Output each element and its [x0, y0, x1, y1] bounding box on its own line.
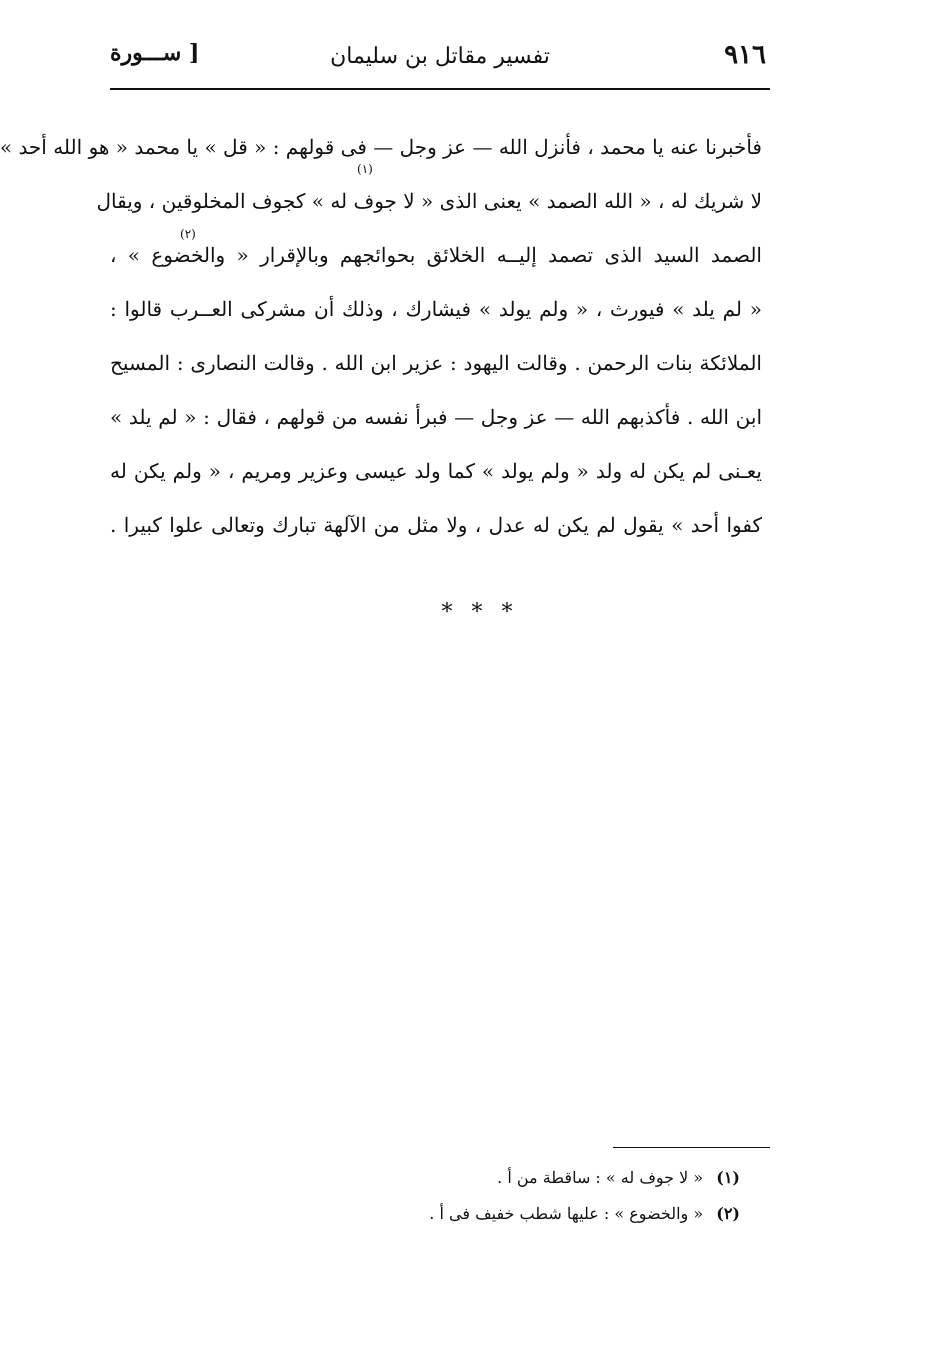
footnote-number: (٢) [716, 1204, 740, 1223]
footnote-number: (١) [716, 1168, 740, 1187]
text-line-6: ابن الله . فأكذبهم الله — عز وجل — فبرأ نفسه من قولهم ، فقال : « لم يلد » [110, 405, 762, 429]
body-text [0, 120, 762, 552]
running-title: تفسير مقاتل بن سليمان [330, 44, 550, 69]
header-rule [110, 88, 770, 90]
text-line-8: كفوا أحد » يقول لم يكن له عدل ، ولا مثل من الآلهة تبارك وتعالى علوا كبيرا . [110, 513, 762, 537]
footnote-1 [310, 1160, 740, 1196]
text-line-5: الملائكة بنات الرحمن . وقالت اليهود : عزير ابن الله . وقالت النصارى : المسيح [110, 351, 762, 375]
text-line-3: الصمد السيد الذى تصمد إليــه الخلائق بحوائجهم وبالإقرار « والخضوع » ، [110, 243, 762, 267]
footnotes [310, 1160, 740, 1232]
footnote-marker-1: (١) [357, 162, 373, 176]
text-line-4: « لم يلد » فيورث ، « ولم يولد » فيشارك ، وذلك أن مشركى العــرب قالوا : [110, 297, 762, 321]
footnote-rule [613, 1147, 770, 1148]
text-line-7: يعـنى لم يكن له ولد « ولم يولد » كما ولد عيسى وعزير ومريم ، « ولم يكن له [110, 459, 762, 483]
section-separator: * * * [441, 600, 519, 625]
surah-label: [ ســـورة [110, 40, 200, 66]
text-line-2: لا شريك له ، « الله الصمد » يعنى الذى « لا جوف له » كجوف المخلوقين ، ويقال [96, 189, 762, 213]
page-number: ٩١٦ [724, 40, 766, 70]
text-line-1: فأخبرنا عنه يا محمد ، فأنزل الله — عز وجل — فى قولهم : « قل » يا محمد « هو الله أحد » [0, 135, 762, 159]
footnote-2 [310, 1196, 740, 1232]
page-header [110, 34, 770, 92]
footnote-text: « والخضوع » : عليها شطب خفيف فى أ . [429, 1204, 704, 1223]
footnote-text: « لا جوف له » : ساقطة من أ . [497, 1168, 704, 1187]
footnote-marker-2: (٢) [180, 227, 196, 241]
